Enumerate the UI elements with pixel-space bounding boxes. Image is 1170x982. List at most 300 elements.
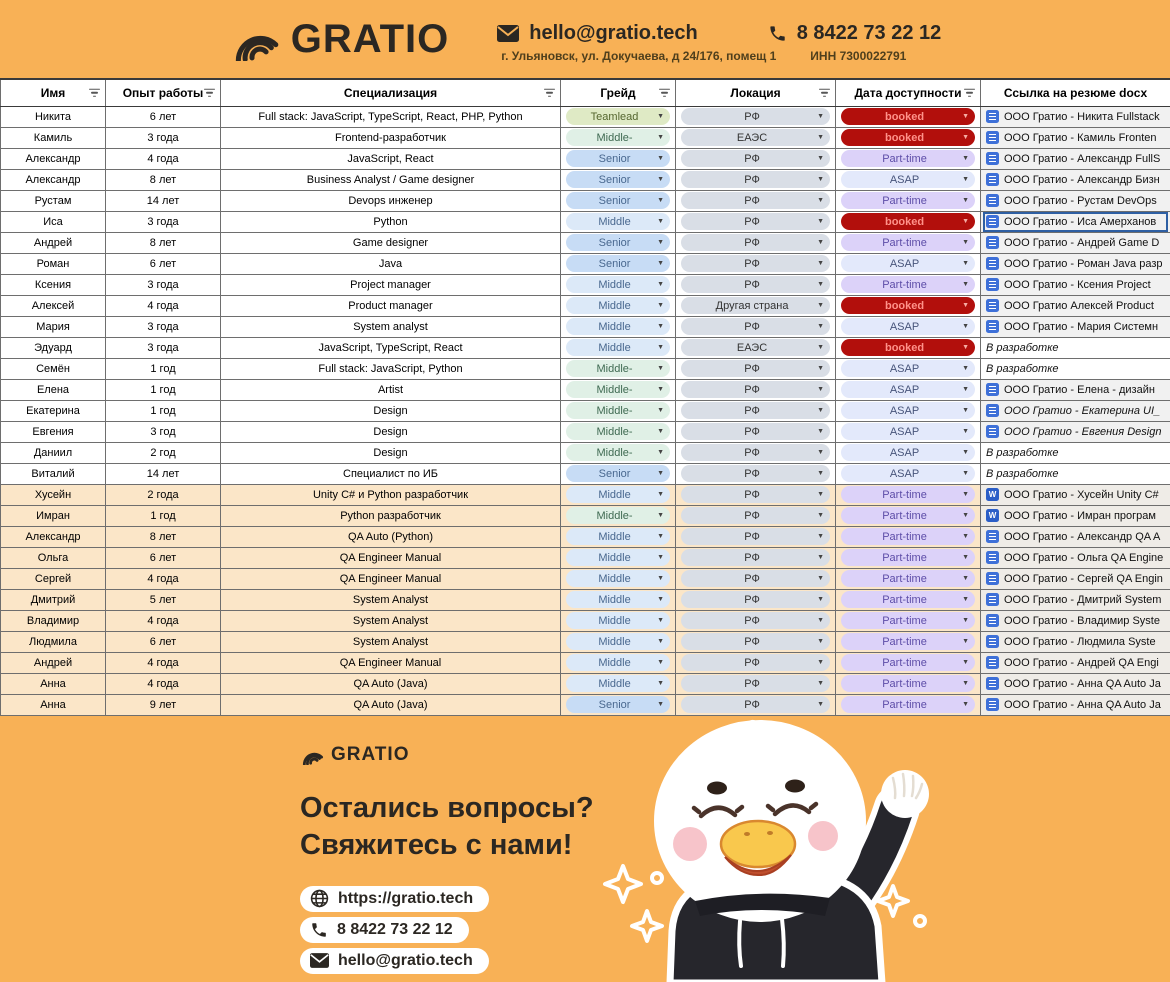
availability-cell [836, 232, 981, 253]
specialization-cell: QA Engineer Manual [221, 547, 561, 568]
location-dropdown-value: РФ [744, 152, 760, 165]
resume-link[interactable] [983, 317, 1168, 337]
dropdown-caret-icon[interactable]: ▼ [657, 596, 664, 603]
dropdown-caret-icon[interactable]: ▼ [657, 323, 664, 330]
footer-logo [300, 744, 594, 766]
location-dropdown[interactable] [681, 192, 830, 209]
resume-link-text: ООО Гратио - Александр QA A [1004, 530, 1161, 543]
grade-cell [561, 316, 676, 337]
resume-link[interactable] [983, 296, 1168, 316]
grade-dropdown-value: Middle [598, 299, 631, 312]
location-dropdown[interactable] [681, 654, 830, 671]
location-dropdown[interactable] [681, 171, 830, 188]
availability-dropdown[interactable] [841, 654, 975, 671]
resume-cell [981, 505, 1170, 526]
resume-cell [981, 568, 1170, 589]
dropdown-caret-icon[interactable]: ▼ [657, 365, 664, 372]
dropdown-caret-icon[interactable]: ▼ [817, 701, 824, 708]
location-dropdown[interactable] [681, 612, 830, 629]
dropdown-caret-icon[interactable]: ▼ [962, 638, 969, 645]
column-header-availability[interactable]: Дата доступности [836, 79, 981, 106]
resume-link-text: ООО Гратио - Екатерина UI_ [1004, 404, 1161, 417]
dropdown-caret-icon[interactable]: ▼ [817, 638, 824, 645]
resume-cell [981, 610, 1170, 631]
grade-dropdown[interactable] [566, 612, 670, 629]
experience-cell: 14 лет [106, 463, 221, 484]
resume-cell [981, 358, 1170, 379]
dropdown-caret-icon[interactable]: ▼ [817, 197, 824, 204]
dropdown-caret-icon[interactable]: ▼ [817, 554, 824, 561]
resume-link[interactable] [983, 401, 1168, 421]
grade-dropdown[interactable] [566, 444, 670, 461]
duck-mascot-illustration [575, 716, 1005, 982]
dropdown-caret-icon[interactable]: ▼ [657, 680, 664, 687]
resume-link[interactable] [983, 695, 1168, 715]
location-dropdown[interactable] [681, 234, 830, 251]
availability-cell [836, 589, 981, 610]
name-cell: Ольга [1, 547, 106, 568]
availability-dropdown[interactable] [841, 276, 975, 293]
location-dropdown[interactable] [681, 549, 830, 566]
resume-link[interactable] [983, 527, 1168, 547]
dropdown-caret-icon[interactable]: ▼ [962, 386, 969, 393]
filter-icon[interactable] [819, 89, 830, 98]
location-cell [676, 295, 836, 316]
dropdown-caret-icon[interactable]: ▼ [817, 617, 824, 624]
dropdown-caret-icon[interactable]: ▼ [962, 680, 969, 687]
dropdown-caret-icon[interactable]: ▼ [962, 575, 969, 582]
filter-icon[interactable] [659, 89, 670, 98]
dropdown-caret-icon[interactable]: ▼ [817, 512, 824, 519]
availability-dropdown[interactable] [841, 465, 975, 482]
location-dropdown-value: РФ [744, 194, 760, 207]
location-dropdown[interactable] [681, 591, 830, 608]
dropdown-caret-icon[interactable]: ▼ [657, 386, 664, 393]
availability-dropdown[interactable] [841, 591, 975, 608]
location-dropdown-value: ЕАЭС [736, 341, 768, 354]
dropdown-caret-icon[interactable]: ▼ [817, 281, 824, 288]
dropdown-caret-icon[interactable]: ▼ [657, 491, 664, 498]
resume-link[interactable] [983, 254, 1168, 274]
dropdown-caret-icon[interactable]: ▼ [657, 302, 664, 309]
dropdown-caret-icon[interactable]: ▼ [657, 155, 664, 162]
location-dropdown[interactable] [681, 360, 830, 377]
location-dropdown[interactable] [681, 696, 830, 713]
availability-dropdown[interactable] [841, 339, 975, 356]
filter-icon[interactable] [964, 89, 975, 98]
dropdown-caret-icon[interactable]: ▼ [657, 470, 664, 477]
resume-link[interactable] [983, 149, 1168, 169]
dropdown-caret-icon[interactable]: ▼ [817, 449, 824, 456]
resume-link[interactable] [983, 107, 1168, 127]
availability-cell [836, 274, 981, 295]
grade-dropdown[interactable] [566, 654, 670, 671]
availability-dropdown[interactable] [841, 297, 975, 314]
column-header-name[interactable]: Имя [1, 79, 106, 106]
availability-dropdown[interactable] [841, 318, 975, 335]
name-cell: Владимир [1, 610, 106, 631]
dropdown-caret-icon[interactable]: ▼ [657, 260, 664, 267]
dropdown-caret-icon[interactable]: ▼ [962, 344, 969, 351]
name-cell: Андрей [1, 232, 106, 253]
location-cell [676, 610, 836, 631]
availability-dropdown-value: Part-time [882, 698, 927, 711]
experience-cell: 4 года [106, 673, 221, 694]
envelope-icon [310, 953, 329, 968]
location-cell [676, 316, 836, 337]
availability-dropdown[interactable] [841, 171, 975, 188]
location-dropdown[interactable] [681, 150, 830, 167]
resume-cell [981, 106, 1170, 127]
availability-dropdown[interactable] [841, 570, 975, 587]
dropdown-caret-icon[interactable]: ▼ [962, 155, 969, 162]
dropdown-caret-icon[interactable]: ▼ [657, 554, 664, 561]
dropdown-caret-icon[interactable]: ▼ [817, 239, 824, 246]
location-dropdown[interactable] [681, 108, 830, 125]
experience-cell: 6 лет [106, 547, 221, 568]
resume-link-text: ООО Гратио - Александр FullS [1004, 152, 1161, 165]
experience-cell: 1 год [106, 379, 221, 400]
resume-cell [981, 547, 1170, 568]
location-dropdown[interactable] [681, 318, 830, 335]
grade-cell [561, 694, 676, 715]
location-cell [676, 694, 836, 715]
dropdown-caret-icon[interactable]: ▼ [962, 113, 969, 120]
availability-dropdown[interactable] [841, 486, 975, 503]
resume-link[interactable] [983, 170, 1168, 190]
dropdown-caret-icon[interactable]: ▼ [962, 197, 969, 204]
resume-link[interactable] [983, 611, 1168, 631]
dropdown-caret-icon[interactable]: ▼ [962, 239, 969, 246]
resume-link[interactable] [983, 653, 1168, 673]
resume-link-text: ООО Гратио - Сергей QA Engin [1004, 572, 1163, 585]
grade-dropdown[interactable] [566, 234, 670, 251]
dropdown-caret-icon[interactable]: ▼ [817, 113, 824, 120]
footer-heading: Остались вопросы? Свяжитесь с нами! [300, 791, 594, 861]
dropdown-caret-icon[interactable]: ▼ [817, 428, 824, 435]
logo-text: GRATIO [290, 16, 450, 61]
grade-dropdown[interactable] [566, 255, 670, 272]
resume-link[interactable] [983, 674, 1168, 694]
grade-dropdown[interactable] [566, 486, 670, 503]
dropdown-caret-icon[interactable]: ▼ [962, 470, 969, 477]
resume-link[interactable] [983, 233, 1168, 253]
experience-cell: 3 года [106, 274, 221, 295]
grade-dropdown[interactable] [566, 423, 670, 440]
dropdown-caret-icon[interactable]: ▼ [657, 239, 664, 246]
resume-cell [981, 631, 1170, 652]
location-dropdown[interactable] [681, 570, 830, 587]
grade-dropdown[interactable] [566, 192, 670, 209]
dropdown-caret-icon[interactable]: ▼ [962, 512, 969, 519]
grade-cell [561, 169, 676, 190]
location-dropdown[interactable] [681, 381, 830, 398]
table-row [1, 127, 1170, 148]
location-dropdown[interactable] [681, 633, 830, 650]
dropdown-caret-icon[interactable]: ▼ [817, 491, 824, 498]
table-row [1, 337, 1170, 358]
grade-dropdown[interactable] [566, 129, 670, 146]
grade-dropdown[interactable] [566, 339, 670, 356]
column-header-specialization[interactable]: Специализация [221, 79, 561, 106]
dropdown-caret-icon[interactable]: ▼ [817, 134, 824, 141]
resume-link[interactable] [983, 380, 1168, 400]
location-cell [676, 547, 836, 568]
dropdown-caret-icon[interactable]: ▼ [657, 197, 664, 204]
location-dropdown[interactable] [681, 465, 830, 482]
dropdown-caret-icon[interactable]: ▼ [962, 596, 969, 603]
dropdown-caret-icon[interactable]: ▼ [817, 176, 824, 183]
dropdown-caret-icon[interactable]: ▼ [817, 260, 824, 267]
dropdown-caret-icon[interactable]: ▼ [817, 575, 824, 582]
dropdown-caret-icon[interactable]: ▼ [962, 617, 969, 624]
availability-dropdown[interactable] [841, 612, 975, 629]
specialization-cell: Devops инженер [221, 190, 561, 211]
grade-dropdown[interactable] [566, 696, 670, 713]
dropdown-caret-icon[interactable]: ▼ [817, 155, 824, 162]
availability-dropdown[interactable] [841, 108, 975, 125]
dropdown-caret-icon[interactable]: ▼ [962, 323, 969, 330]
grade-dropdown[interactable] [566, 591, 670, 608]
dropdown-caret-icon[interactable]: ▼ [657, 428, 664, 435]
phone-icon [310, 921, 328, 939]
availability-dropdown[interactable] [841, 255, 975, 272]
dropdown-caret-icon[interactable]: ▼ [962, 407, 969, 414]
grade-dropdown-value: Middle [598, 278, 631, 291]
dropdown-caret-icon[interactable]: ▼ [962, 134, 969, 141]
dropdown-caret-icon[interactable]: ▼ [962, 554, 969, 561]
dropdown-caret-icon[interactable]: ▼ [817, 470, 824, 477]
grade-dropdown[interactable] [566, 150, 670, 167]
availability-cell [836, 316, 981, 337]
grade-dropdown[interactable] [566, 507, 670, 524]
resume-link[interactable] [983, 569, 1168, 589]
dropdown-caret-icon[interactable]: ▼ [817, 680, 824, 687]
location-dropdown[interactable] [681, 213, 830, 230]
dropdown-caret-icon[interactable]: ▼ [817, 218, 824, 225]
resume-link[interactable] [983, 632, 1168, 652]
availability-dropdown-value: ASAP [889, 320, 920, 333]
availability-dropdown[interactable] [841, 528, 975, 545]
availability-dropdown[interactable] [841, 192, 975, 209]
column-header-location[interactable]: Локация [676, 79, 836, 106]
availability-dropdown[interactable] [841, 150, 975, 167]
specialization-cell: QA Engineer Manual [221, 652, 561, 673]
grade-dropdown[interactable] [566, 171, 670, 188]
availability-dropdown[interactable] [841, 402, 975, 419]
resume-link-text: В разработке [986, 341, 1059, 354]
availability-dropdown[interactable] [841, 234, 975, 251]
availability-dropdown[interactable] [841, 549, 975, 566]
location-dropdown-value: РФ [744, 215, 760, 228]
table-row [1, 442, 1170, 463]
location-dropdown[interactable] [681, 276, 830, 293]
column-header-grade[interactable]: Грейд [561, 79, 676, 106]
availability-cell [836, 568, 981, 589]
resume-link[interactable] [983, 590, 1168, 610]
location-cell [676, 127, 836, 148]
dropdown-caret-icon[interactable]: ▼ [817, 344, 824, 351]
grade-dropdown[interactable] [566, 570, 670, 587]
dropdown-caret-icon[interactable]: ▼ [817, 323, 824, 330]
dropdown-caret-icon[interactable]: ▼ [657, 575, 664, 582]
location-cell [676, 484, 836, 505]
experience-cell: 6 лет [106, 631, 221, 652]
specialization-cell: Design [221, 421, 561, 442]
availability-dropdown[interactable] [841, 696, 975, 713]
column-header-resume-link[interactable]: Ссылка на резюме docx [981, 79, 1170, 106]
location-dropdown[interactable] [681, 297, 830, 314]
location-dropdown[interactable] [681, 423, 830, 440]
header-phone[interactable]: 8 8422 73 22 12 [768, 22, 942, 45]
grade-dropdown[interactable] [566, 360, 670, 377]
dropdown-caret-icon[interactable]: ▼ [817, 365, 824, 372]
availability-dropdown[interactable] [841, 423, 975, 440]
specialization-cell: Design [221, 400, 561, 421]
dropdown-caret-icon[interactable]: ▼ [962, 365, 969, 372]
dropdown-caret-icon[interactable]: ▼ [657, 407, 664, 414]
location-dropdown[interactable] [681, 528, 830, 545]
dropdown-caret-icon[interactable]: ▼ [817, 302, 824, 309]
availability-dropdown-value: Part-time [882, 593, 927, 606]
location-dropdown[interactable] [681, 507, 830, 524]
dropdown-caret-icon[interactable]: ▼ [962, 491, 969, 498]
grade-dropdown-value: Senior [598, 698, 631, 711]
google-doc-icon [986, 299, 999, 312]
resume-link-text: ООО Гратио - Иса Амерханов [1004, 215, 1157, 228]
availability-dropdown[interactable] [841, 360, 975, 377]
dropdown-caret-icon[interactable]: ▼ [657, 659, 664, 666]
dropdown-caret-icon[interactable]: ▼ [962, 176, 969, 183]
dropdown-caret-icon[interactable]: ▼ [657, 701, 664, 708]
dropdown-caret-icon[interactable]: ▼ [657, 281, 664, 288]
location-cell [676, 526, 836, 547]
dropdown-caret-icon[interactable]: ▼ [817, 386, 824, 393]
resume-link[interactable] [983, 485, 1168, 505]
dropdown-caret-icon[interactable]: ▼ [962, 533, 969, 540]
name-cell: Александр [1, 169, 106, 190]
table-row [1, 106, 1170, 127]
dropdown-caret-icon[interactable]: ▼ [962, 701, 969, 708]
location-dropdown[interactable] [681, 129, 830, 146]
resume-link[interactable] [983, 128, 1168, 148]
grade-dropdown[interactable] [566, 675, 670, 692]
website-link[interactable]: https://gratio.tech [300, 886, 489, 912]
dropdown-caret-icon[interactable]: ▼ [962, 218, 969, 225]
grade-dropdown[interactable] [566, 108, 670, 125]
availability-dropdown-value: ASAP [889, 173, 920, 186]
location-dropdown-value: РФ [744, 278, 760, 291]
availability-dropdown-value: Part-time [882, 488, 927, 501]
availability-dropdown-value: booked [884, 131, 925, 144]
grade-dropdown[interactable] [566, 402, 670, 419]
grade-dropdown[interactable] [566, 465, 670, 482]
availability-dropdown[interactable] [841, 381, 975, 398]
dropdown-caret-icon[interactable]: ▼ [657, 344, 664, 351]
filter-icon[interactable] [89, 89, 100, 98]
dropdown-caret-icon[interactable]: ▼ [657, 113, 664, 120]
resume-link[interactable] [983, 422, 1168, 442]
dropdown-caret-icon[interactable]: ▼ [657, 617, 664, 624]
dropdown-caret-icon[interactable]: ▼ [657, 134, 664, 141]
dropdown-caret-icon[interactable]: ▼ [657, 533, 664, 540]
location-dropdown[interactable] [681, 402, 830, 419]
resume-cell [981, 526, 1170, 547]
grade-dropdown[interactable] [566, 549, 670, 566]
availability-dropdown[interactable] [841, 507, 975, 524]
dropdown-caret-icon[interactable]: ▼ [657, 218, 664, 225]
location-dropdown-value: РФ [744, 572, 760, 585]
filter-icon[interactable] [544, 89, 555, 98]
resume-cell [981, 442, 1170, 463]
availability-dropdown[interactable] [841, 444, 975, 461]
dropdown-caret-icon[interactable]: ▼ [962, 260, 969, 267]
header-email[interactable]: hello@gratio.tech [497, 22, 697, 45]
grade-dropdown-value: Middle [598, 572, 631, 585]
grade-dropdown[interactable] [566, 528, 670, 545]
grade-dropdown[interactable] [566, 633, 670, 650]
resume-cell [981, 274, 1170, 295]
dropdown-caret-icon[interactable]: ▼ [817, 407, 824, 414]
grade-dropdown[interactable] [566, 318, 670, 335]
experience-cell: 2 год [106, 442, 221, 463]
resume-status [983, 338, 1168, 358]
dropdown-caret-icon[interactable]: ▼ [962, 428, 969, 435]
location-dropdown[interactable] [681, 255, 830, 272]
experience-cell: 4 года [106, 652, 221, 673]
gratio-logo [229, 17, 450, 62]
phone-link[interactable]: 8 8422 73 22 12 [300, 917, 469, 943]
location-dropdown[interactable] [681, 339, 830, 356]
dropdown-caret-icon[interactable]: ▼ [817, 659, 824, 666]
resume-link[interactable] [983, 275, 1168, 295]
availability-dropdown[interactable] [841, 129, 975, 146]
resume-link[interactable] [983, 212, 1168, 232]
grade-dropdown[interactable] [566, 297, 670, 314]
grade-dropdown[interactable] [566, 276, 670, 293]
dropdown-caret-icon[interactable]: ▼ [962, 449, 969, 456]
grade-dropdown-value: Senior [598, 257, 631, 270]
resume-link[interactable] [983, 191, 1168, 211]
filter-icon[interactable] [204, 89, 215, 98]
specialization-cell: Full stack: JavaScript, Python [221, 358, 561, 379]
column-header-experience[interactable]: Опыт работы [106, 79, 221, 106]
dropdown-caret-icon[interactable]: ▼ [962, 302, 969, 309]
table-row [1, 232, 1170, 253]
availability-dropdown[interactable] [841, 213, 975, 230]
location-dropdown-value: РФ [744, 425, 760, 438]
grade-dropdown[interactable] [566, 381, 670, 398]
availability-dropdown[interactable] [841, 675, 975, 692]
dropdown-caret-icon[interactable]: ▼ [657, 512, 664, 519]
location-dropdown[interactable] [681, 486, 830, 503]
email-link[interactable]: hello@gratio.tech [300, 948, 489, 974]
resume-link[interactable] [983, 548, 1168, 568]
location-dropdown[interactable] [681, 444, 830, 461]
dropdown-caret-icon[interactable]: ▼ [657, 638, 664, 645]
dropdown-caret-icon[interactable]: ▼ [817, 596, 824, 603]
dropdown-caret-icon[interactable]: ▼ [657, 176, 664, 183]
location-dropdown[interactable] [681, 675, 830, 692]
dropdown-caret-icon[interactable]: ▼ [962, 281, 969, 288]
dropdown-caret-icon[interactable]: ▼ [962, 659, 969, 666]
dropdown-caret-icon[interactable]: ▼ [657, 449, 664, 456]
dropdown-caret-icon[interactable]: ▼ [817, 533, 824, 540]
grade-dropdown[interactable] [566, 213, 670, 230]
resume-link[interactable] [983, 506, 1168, 526]
availability-dropdown[interactable] [841, 633, 975, 650]
location-dropdown-value: РФ [744, 677, 760, 690]
